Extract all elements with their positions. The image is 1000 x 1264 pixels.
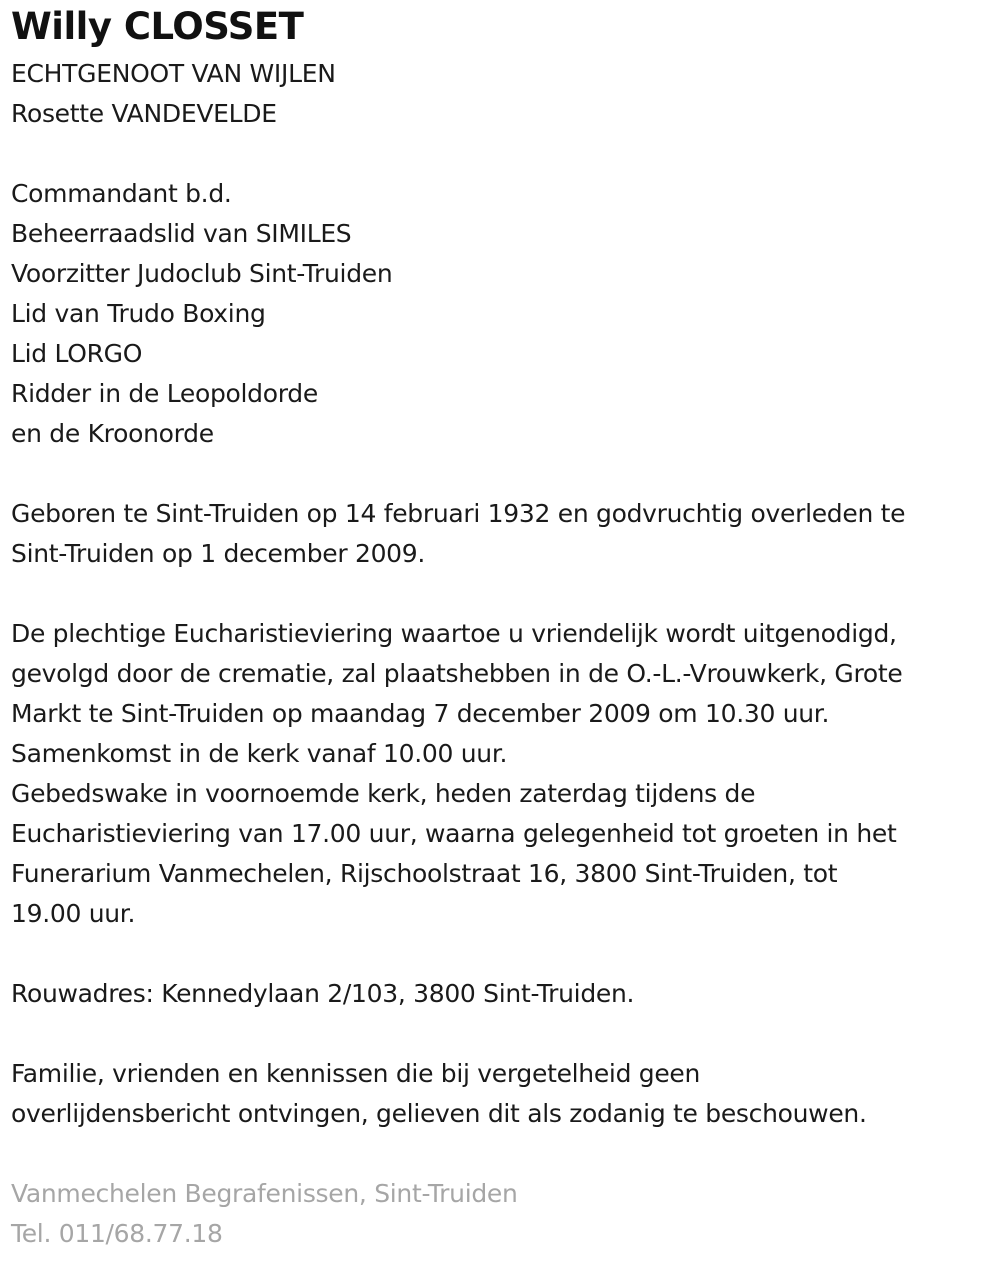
ceremony-line: Samenkomst in de kerk vanaf 10.00 uur. xyxy=(11,739,508,768)
ceremony-line: Funerarium Vanmechelen, Rijschoolstraat 16, 3800 Sint-Truiden, tot xyxy=(11,859,838,888)
spouse-line: Rosette VANDEVELDE xyxy=(11,99,277,128)
spacer xyxy=(11,934,996,974)
undertaker-phone: Tel. 011/68.77.18 xyxy=(11,1219,223,1248)
ceremony-line: Markt te Sint-Truiden op maandag 7 december 2009 om 10.30 uur. xyxy=(11,699,830,728)
spacer xyxy=(11,134,996,174)
spouse-line: ECHTGENOOT VAN WIJLEN xyxy=(11,59,336,88)
title-line: Voorzitter Judoclub Sint-Truiden xyxy=(11,259,393,288)
ceremony-line: Eucharistieviering van 17.00 uur, waarna gelegenheid tot groeten in het xyxy=(11,819,897,848)
ceremony-line: 19.00 uur. xyxy=(11,899,136,928)
birth-death-line: Sint-Truiden op 1 december 2009. xyxy=(11,539,426,568)
spacer xyxy=(11,1134,996,1174)
spacer xyxy=(11,574,996,614)
undertaker-name: Vanmechelen Begrafenissen, Sint-Truiden xyxy=(11,1179,518,1208)
title-line: Lid van Trudo Boxing xyxy=(11,299,266,328)
spacer xyxy=(11,454,996,494)
title-line: Beheerraadslid van SIMILES xyxy=(11,219,352,248)
mourning-address: Rouwadres: Kennedylaan 2/103, 3800 Sint-Truiden. xyxy=(11,979,635,1008)
birth-death-line: Geboren te Sint-Truiden op 14 februari 1932 en godvruchtig overleden te xyxy=(11,499,906,528)
ceremony-line: Gebedswake in voornoemde kerk, heden zaterdag tijdens de xyxy=(11,779,756,808)
title-line: Ridder in de Leopoldorde xyxy=(11,379,318,408)
ceremony-line: gevolgd door de crematie, zal plaatshebben in de O.-L.-Vrouwkerk, Grote xyxy=(11,659,903,688)
ceremony-line: De plechtige Eucharistieviering waartoe u vriendelijk wordt uitgenodigd, xyxy=(11,619,897,648)
title-line: Lid LORGO xyxy=(11,339,143,368)
notice-body xyxy=(11,54,996,1254)
family-line: overlijdensbericht ontvingen, gelieven dit als zodanig te beschouwen. xyxy=(11,1099,867,1128)
deceased-name: Willy CLOSSET xyxy=(11,5,304,48)
title-line: en de Kroonorde xyxy=(11,419,214,448)
spacer xyxy=(11,1014,996,1054)
family-line: Familie, vrienden en kennissen die bij vergetelheid geen xyxy=(11,1059,701,1088)
title-line: Commandant b.d. xyxy=(11,179,232,208)
